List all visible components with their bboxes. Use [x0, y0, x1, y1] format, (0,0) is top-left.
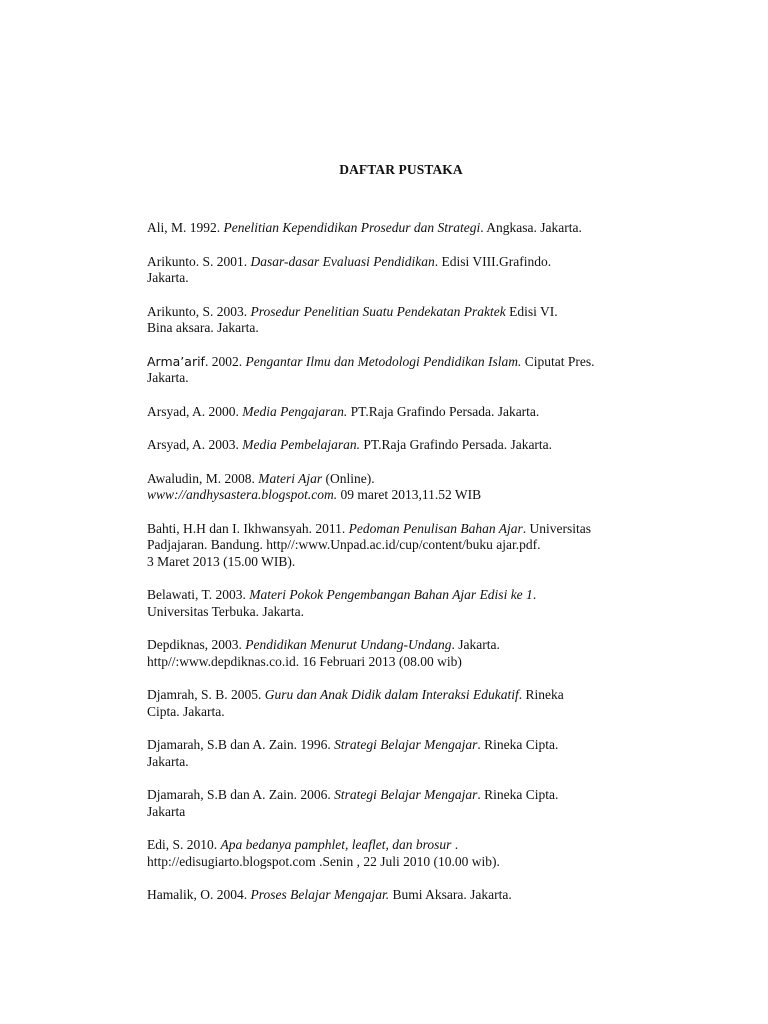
reference-entry [147, 404, 677, 421]
reference-title: Media Pembelajaran. [242, 437, 360, 452]
reference-publisher: . [532, 587, 537, 602]
reference-author-year: Arsyad, A. 2000. [147, 403, 243, 419]
reference-entry [147, 254, 677, 287]
reference-publisher: . [451, 837, 459, 852]
reference-publisher: . Rineka Cipta. [477, 737, 559, 752]
reference-title: Strategi Belajar Mengajar [334, 737, 478, 752]
reference-continuation: Cipta. Jakarta. [147, 703, 225, 719]
reference-entry [147, 637, 677, 670]
reference-entry [147, 471, 677, 504]
reference-author-year: Hamalik, O. 2004. [147, 887, 251, 902]
reference-title: Materi Pokok Pengembangan Bahan Ajar Edisi ke 1 [249, 587, 533, 602]
reference-publisher: Bumi Aksara. Jakarta. [389, 887, 512, 902]
reference-author-year: Bahti, H.H dan I. Ikhwansyah. 2011. [147, 520, 349, 536]
reference-entry [147, 220, 677, 237]
reference-author-year: Ali, M. 1992. [147, 220, 224, 235]
reference-entry [147, 304, 677, 337]
reference-entry [147, 737, 677, 770]
reference-title: Prosedur Penelitian Suatu Pendekatan Praktek [250, 303, 506, 319]
reference-author-year: Djamarah, S.B dan A. Zain. 1996. [147, 737, 335, 752]
reference-title: Dasar-dasar Evaluasi Pendidikan [250, 253, 435, 269]
reference-title: Proses Belajar Mengajar. [250, 887, 390, 902]
reference-title: Guru dan Anak Didik dalam Interaksi Edukatif [264, 687, 519, 702]
reference-publisher: . Rineka Cipta. [477, 787, 559, 802]
reference-entry [147, 354, 677, 387]
reference-continuation: Jakarta. [147, 270, 189, 285]
reference-entry [147, 787, 677, 820]
reference-title: Pendidikan Menurut Undang-Undang [245, 637, 452, 652]
reference-continuation: Jakarta. [147, 370, 189, 385]
reference-access-date: 09 maret 2013,11.52 WIB [337, 487, 482, 502]
reference-title: Pedoman Penulisan Bahan Ajar [348, 520, 523, 536]
reference-list [147, 220, 677, 921]
reference-author: Arma’arif [147, 353, 205, 369]
reference-continuation [147, 487, 677, 504]
reference-author-year: Arikunto, S. 2003. [147, 303, 251, 319]
reference-entry [147, 887, 677, 904]
reference-title: Apa bedanya pamphlet, leaflet, dan brosur [220, 837, 452, 852]
reference-author-year: Djamrah, S. B. 2005. [147, 687, 265, 702]
reference-author-year: Depdiknas, 2003. [147, 637, 246, 652]
reference-title: Materi Ajar [258, 470, 323, 486]
reference-title: Pengantar Ilmu dan Metodologi Pendidikan Islam. [245, 353, 522, 369]
reference-entry [147, 687, 677, 720]
reference-access-date: 3 Maret 2013 (15.00 WIB). [147, 553, 296, 569]
reference-publisher: . Universitas [522, 520, 591, 536]
reference-entry [147, 587, 677, 620]
reference-author-year: Edi, S. 2010. [147, 837, 221, 852]
reference-author-year: Arikunto. S. 2001. [147, 253, 251, 269]
reference-title: Penelitian Kependidikan Prosedur dan Strategi [223, 220, 481, 235]
reference-continuation: Bina aksara. Jakarta. [147, 320, 259, 335]
reference-continuation: Jakarta [147, 803, 186, 819]
reference-continuation: Universitas Terbuka. Jakarta. [147, 603, 305, 619]
reference-publisher: PT.Raja Grafindo Persada. Jakarta. [347, 403, 540, 419]
reference-publisher: PT.Raja Grafindo Persada. Jakarta. [359, 437, 553, 452]
reference-author-year: Belawati, T. 2003. [147, 587, 250, 602]
reference-publisher: (Online). [322, 470, 375, 486]
reference-author-year: Djamarah, S.B dan A. Zain. 2006. [147, 787, 335, 802]
reference-entry [147, 437, 677, 454]
reference-publisher: . Rineka [518, 687, 564, 702]
reference-publisher: . Edisi VIII.Grafindo. [434, 253, 552, 269]
reference-continuation: Padjajaran. Bandung. http//:www.Unpad.ac.id/cup/content/buku ajar.pdf. [147, 537, 541, 552]
reference-continuation: http//:www.depdiknas.co.id. 16 Februari 2013 (08.00 wib) [147, 653, 462, 669]
reference-continuation: Jakarta. [147, 753, 189, 769]
reference-publisher: Edisi VI. [505, 303, 558, 319]
page-title: DAFTAR PUSTAKA [339, 162, 463, 177]
reference-author-year: Awaludin, M. 2008. [147, 470, 259, 486]
reference-entry [147, 521, 677, 571]
reference-publisher: . Jakarta. [451, 637, 500, 652]
reference-url[interactable]: www://andhysastera.blogspot.com. [147, 487, 338, 502]
reference-publisher: Ciputat Pres. [521, 353, 595, 369]
reference-publisher: . Angkasa. Jakarta. [480, 220, 582, 235]
reference-author-year: Arsyad, A. 2003. [147, 437, 243, 452]
reference-entry [147, 837, 677, 870]
reference-title: Strategi Belajar Mengajar [334, 787, 478, 802]
reference-year: . 2002. [204, 353, 246, 369]
reference-title: Media Pengajaran. [242, 403, 348, 419]
reference-continuation: http://edisugiarto.blogspot.com .Senin , 22 Juli 2010 (10.00 wib). [147, 853, 500, 869]
